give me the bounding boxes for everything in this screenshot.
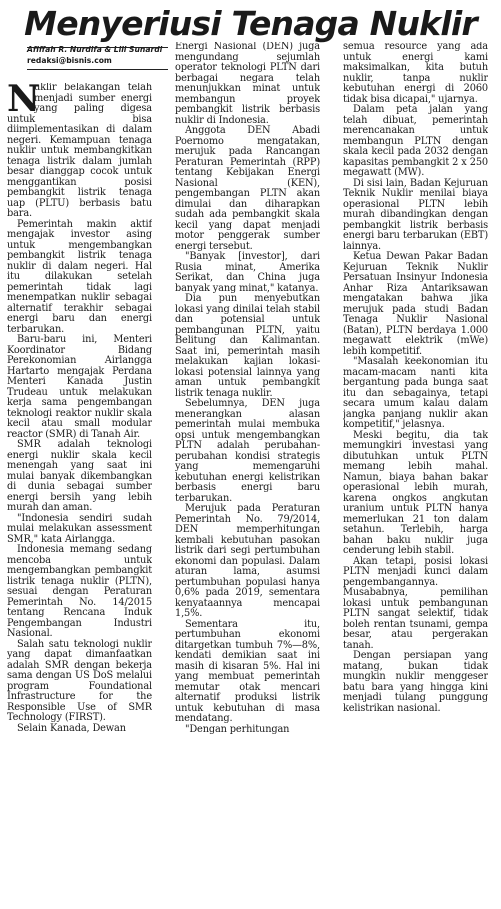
article-paragraph: Merujuk pada Peraturan Pemerintah No. 79/2014, DEN memperhitungan kembali kebutuhan pasokan listrik dari segi pertumbuhan ekonomi dan populasi. Dalam aturan lama, asumsi pertumbuhan populasi hanya 0,6% pada 2019, sementara kenyataannya mencapai 1,5%. (175, 503, 320, 619)
article-paragraph: Sementara itu, pertumbuhan ekonomi ditargetkan tumbuh 7%—8%, kendati demikian saat ini masih di kisaran 5%. Hal ini yang membuat pemerintah memutar otak mencari alternatif produksi listrik untuk kebutuhan di masa mendatang. (175, 618, 320, 724)
byline-rule-top (27, 47, 168, 48)
article-paragraph: Dengan persiapan yang matang, bukan tidak mungkin nuklir menggeser batu bara yang hingga kini menjadi tulang punggung kelistrikan nasional. (343, 650, 488, 714)
article-paragraph: Pemerintah makin aktif mengajak investor asing untuk mengembangkan pembangkit listrik tenaga nuklir di dalam negeri. Hal itu dilakukan setelah pemerintah tidak lagi menempatkan nuklir sebagai alternatif terakhir sebagai energi baru dan energi terbarukan. (7, 218, 152, 335)
article-paragraph: Meski begitu, dia tak memungkiri investasi yang dibutuhkan untuk PLTN memang lebih mahal. Namun, biaya bahan bakar operasional lebih murah, karena ongkos angkutan uranium untuk PLTN hanya memerlukan 21 ton dalam setahun. Terlebih, harga bahan baku nuklir juga cenderung lebih stabil. (343, 429, 488, 556)
article-paragraph: Sebelumnya, DEN juga menerangkan alasan pemerintah mulai membuka opsi untuk mengembangkan PLTN adalah perubahan-perubahan kondisi strategis yang memengaruhi kebutuhan energi kelistrikan berbasis energi baru terbarukan. (175, 398, 320, 504)
article-paragraph: Dia pun menyebutkan lokasi yang dinilai telah stabil dan potensial untuk pembangunan PLTN, yaitu Belitung dan Kalimantan. Saat ini, pemerintah masih melakukan kajian lokasi-lokasi potensial lainnya yang aman untuk pembangkit listrik tenaga nuklir. (175, 293, 320, 399)
article-paragraph: Salah satu teknologi nuklir yang dapat dimanfaatkan adalah SMR dengan bekerja sama dengan US DoS melalui program Foundational Infrastructure for the Responsible Use of SMR Technology (FIRST). (7, 638, 152, 723)
article-column-2 (175, 42, 320, 903)
article-paragraph: "Banyak [investor], dari Rusia minat, Amerika Serikat, dan China juga banyak yang minat," katanya. (175, 251, 320, 294)
article-paragraph: Energi Nasional (DEN) juga mengundang sejumlah operator teknologi PLTN dari berbagai negara telah menunjukkan minat untuk membangun proyek pembangkit listrik berbasis nuklir di Indonesia. (175, 42, 320, 126)
headline: Menyeriusi Tenaga Nuklir (24, 4, 477, 43)
article-paragraph: "Dengan perhitungan (185, 723, 290, 735)
article-paragraph: Selain Kanada, Dewan (17, 722, 126, 734)
article-paragraph: Baru-baru ini, Menteri Koordinator Bidang Perekonomian Airlangga Hartarto mengajak Perdana Menteri Kanada Justin Trudeau untuk melakukan kerja sama pengembangan teknologi reaktor nuklir skala kecil atau small modular reactor (SMR) di Tanah Air. (7, 334, 152, 440)
article-column-1 (7, 83, 152, 903)
byline-email: redaksi@bisnis.com (27, 56, 112, 65)
paragraph-text: uklir belakangan telah menjadi sumber energi yang paling digesa untuk bisa diimplementasikan di dalam negeri. Kemampuan tenaga nuklir untuk membangkitkan tenaga listrik dalam jumlah besar dianggap cocok untuk menggantikan posisi pembangkit listrik tenaga uap (PLTU) berbasis batu bara. (7, 83, 152, 219)
article-paragraph: Di sisi lain, Badan Kejuruan Teknik Nuklir menilai biaya operasional PLTN lebih murah dibandingkan dengan pembangkit listrik berbasis energi baru terbarukan (EBT) lainnya. (343, 177, 488, 252)
article-column-3 (343, 42, 488, 903)
article-paragraph: "Masalah keekonomian itu macam-macam nanti kita bergantung pada bunga saat itu dan sebagainya, tetapi secara umum kalau dalam jangka panjang nuklir akan kompetitif," jelasnya. (343, 356, 488, 430)
article-paragraph: Anggota DEN Abadi Poernomo mengatakan, merujuk pada Rancangan Peraturan Pemerintah (RPP) tentang Kebijakan Energi Nasional (KEN), pengembangan PLTN akan dimulai dan diharapkan sudah ada pembangkit skala kecil yang dapat menjadi motor penggerak sumber energi tersebut. (175, 125, 320, 252)
article-paragraph: Akan tetapi, posisi lokasi PLTN menjadi kunci dalam pengembangannya. Musababnya, pemilihan lokasi untuk pembangunan PLTN sangat selektif, tidak boleh rentan tsunami, gempa besar, atau pergerakan tanah. (343, 555, 488, 651)
byline-rule-bottom (27, 69, 168, 70)
article-paragraph: Indonesia memang sedang mencoba untuk mengembangkan pembangkit listrik tenaga nuklir (PLTN), sesuai dengan Peraturan Pemerintah No. 14/2015 tentang Rencana Induk Pengembangan Industri Nasional. (7, 544, 152, 639)
article-paragraph (7, 83, 152, 220)
article-paragraph: Dalam peta jalan yang telah dibuat, pemerintah merencanakan untuk membangun PLTN dengan skala kecil pada 2032 dengan kapasitas pembangkit 2 x 250 megawatt (MW). (343, 104, 488, 178)
article-paragraph: "Indonesia sendiri sudah mulai melakukan assessment SMR," kata Airlangga. (7, 512, 152, 545)
byline-authors: Afiffah R. Nurdifa & Lili Sunardi (27, 45, 163, 54)
drop-cap: N (7, 83, 40, 120)
article-paragraph: SMR adalah teknologi energi nuklir skala kecil menengah yang saat ini mulai banyak dikembangkan di dunia sebagai sumber energi bersih yang lebih murah dan aman. (7, 439, 152, 513)
article-paragraph: Ketua Dewan Pakar Badan Kejuruan Teknik Nuklir Persatuan Insinyur Indonesia Anhar Riza Antariksawan mengatakan bahwa jika merujuk pada studi Badan Tenaga Nuklir Nasional (Batan), PLTN berdaya 1.000 megawatt elektrik (mWe) lebih kompetitif. (343, 251, 488, 357)
article-paragraph: semua resource yang ada untuk energi kami maksimalkan, kita butuh nuklir, tanpa nuklir kebutuhan energi di 2060 tidak bisa dicapai," ujarnya. (343, 42, 488, 105)
